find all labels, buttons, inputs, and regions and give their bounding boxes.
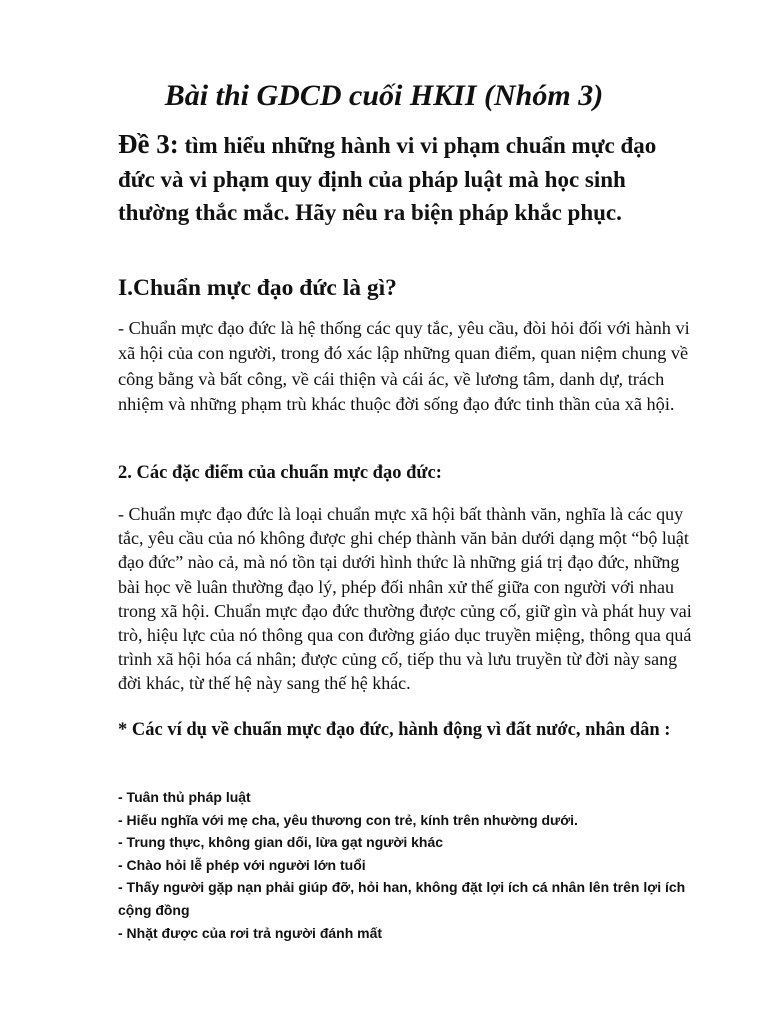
example-item: - Hiếu nghĩa với mẹ cha, yêu thương con trẻ, kính trên nhường dưới.	[118, 811, 578, 828]
topic-statement	[118, 128, 678, 230]
topic-label: Đề 3:	[118, 129, 179, 159]
section-1-heading: I.Chuẩn mực đạo đức là gì?	[118, 275, 397, 301]
section-2-paragraph: - Chuẩn mực đạo đức là loại chuẩn mực xã hội bất thành văn, nghĩa là các quy tắc, yêu cầu của nó không được ghi chép thành văn bản dưới dạng một “bộ luật đạo đức” nào cả, mà nó tồn tại dưới hình thức là những giá trị đạo đức, những bài học về luân thường đạo lý, phép đối nhân xử thế giữa con người với nhau trong xã hội. Chuẩn mực đạo đức thường được củng cố, giữ gìn và phát huy vai trò, hiệu lực của nó thông qua con đường giáo dục truyền miệng, thông qua quá trình xã hội hóa cá nhân; được củng cố, tiếp thu và lưu truyền từ đời này sang đời khác, từ thế hệ này sang thế hệ khác.	[118, 504, 692, 694]
example-item: - Chào hỏi lễ phép với người lớn tuổi	[118, 856, 366, 873]
section-1-paragraph: - Chuẩn mực đạo đức là hệ thống các quy tắc, yêu cầu, đòi hỏi đối với hành vi xã hội của con người, trong đó xác lập những quan điểm, quan niệm chung về công bằng và bất công, về cái thiện và cái ác, về lương tâm, danh dự, trách nhiệm và những phạm trù khác thuộc đời sống đạo đức tinh thần của xã hội.	[118, 318, 690, 415]
document-title: Bài thi GDCD cuối HKII (Nhóm 3)	[164, 79, 604, 112]
topic-text: tìm hiểu những hành vi vi phạm chuẩn mực đạo đức và vi phạm quy định của pháp luật mà học sinh thường thắc mắc. Hãy nêu ra biện pháp khắc phục.	[118, 133, 657, 225]
examples-list	[118, 786, 698, 944]
examples-heading: * Các ví dụ về chuẩn mực đạo đức, hành động vì đất nước, nhân dân :	[118, 720, 671, 740]
example-item: - Nhặt được của rơi trả người đánh mất	[118, 924, 383, 941]
example-item: - Thấy người gặp nạn phải giúp đỡ, hỏi han, không đặt lợi ích cá nhân lên trên lợi ích cộng đồng	[118, 879, 686, 918]
example-item: - Tuân thủ pháp luật	[118, 789, 251, 805]
example-item: - Trung thực, không gian dối, lừa gạt người khác	[118, 834, 444, 851]
section-2-heading: 2. Các đặc điểm của chuẩn mực đạo đức:	[118, 463, 442, 483]
